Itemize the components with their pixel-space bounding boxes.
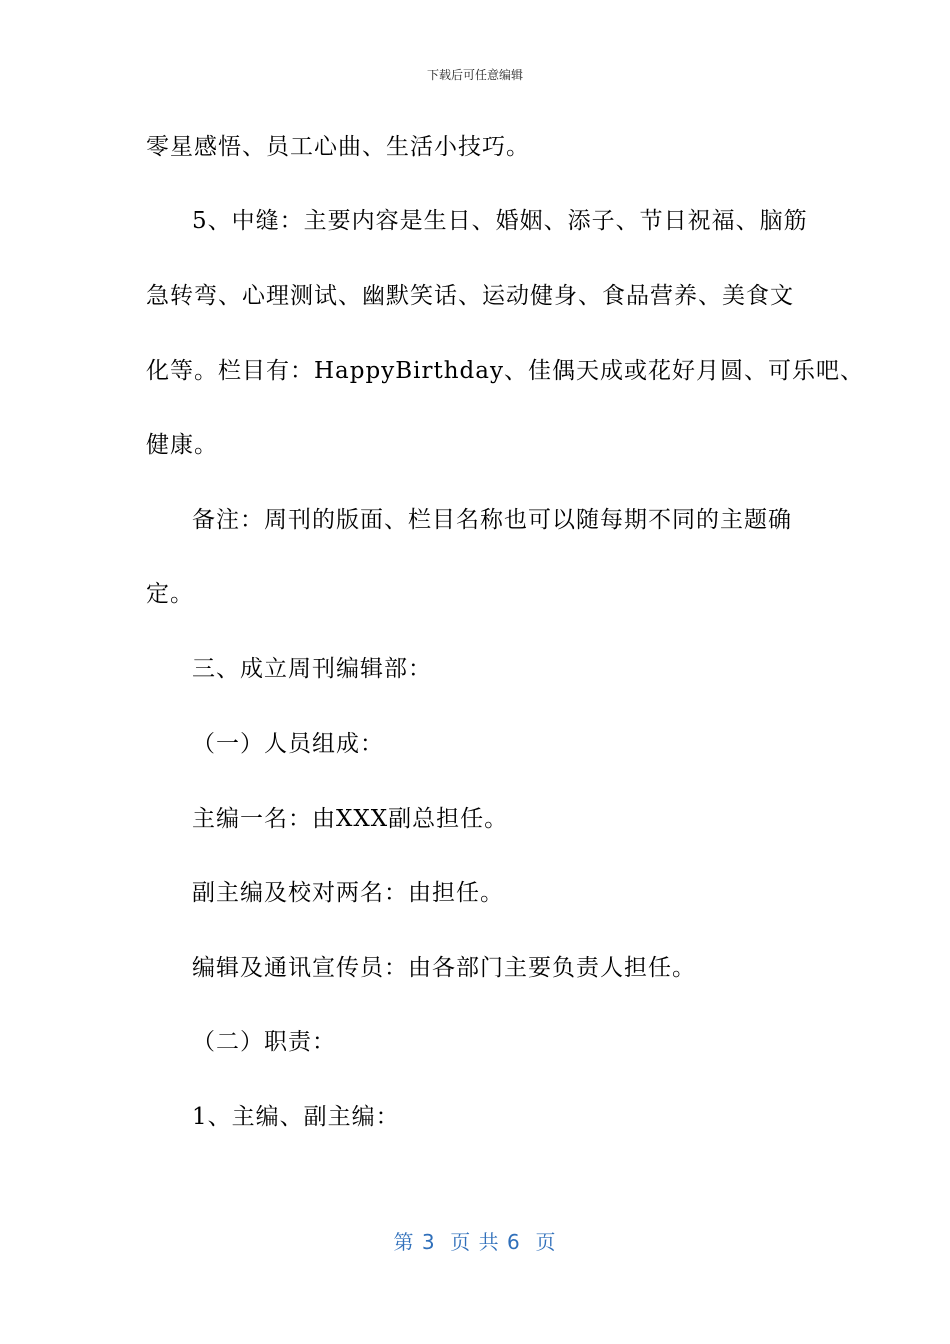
body-line-5: 健康。: [146, 432, 218, 458]
body-line-4: 化等。栏目有：HappyBirthday、佳偶天成或花好月圆、可乐吧、: [146, 358, 864, 384]
body-line-14: 1、主编、副主编：: [192, 1104, 400, 1130]
body-line-10: 主编一名：由XXX副总担任。: [192, 806, 509, 832]
body-line-3: 急转弯、心理测试、幽默笑话、运动健身、食品营养、美食文: [146, 283, 794, 309]
subsection-heading-1: （一）人员组成：: [192, 731, 384, 757]
body-line-11: 副主编及校对两名：由担任。: [192, 880, 504, 906]
body-line-6: 备注：周刊的版面、栏目名称也可以随每期不同的主题确: [192, 507, 792, 533]
section-heading: 三、成立周刊编辑部：: [192, 656, 432, 682]
header-note: 下载后可任意编辑: [426, 68, 523, 82]
body-line-7: 定。: [146, 581, 194, 607]
body-line-2: 5、中缝：主要内容是生日、婚姻、添子、节日祝福、脑筋: [192, 208, 808, 234]
body-line-12: 编辑及通讯宣传员：由各部门主要负责人担任。: [192, 955, 696, 981]
body-line-1: 零星感悟、员工心曲、生活小技巧。: [146, 134, 530, 160]
subsection-heading-2: （二）职责：: [192, 1029, 336, 1055]
page-number-footer: 第 3 页 共 6 页: [393, 1230, 557, 1254]
